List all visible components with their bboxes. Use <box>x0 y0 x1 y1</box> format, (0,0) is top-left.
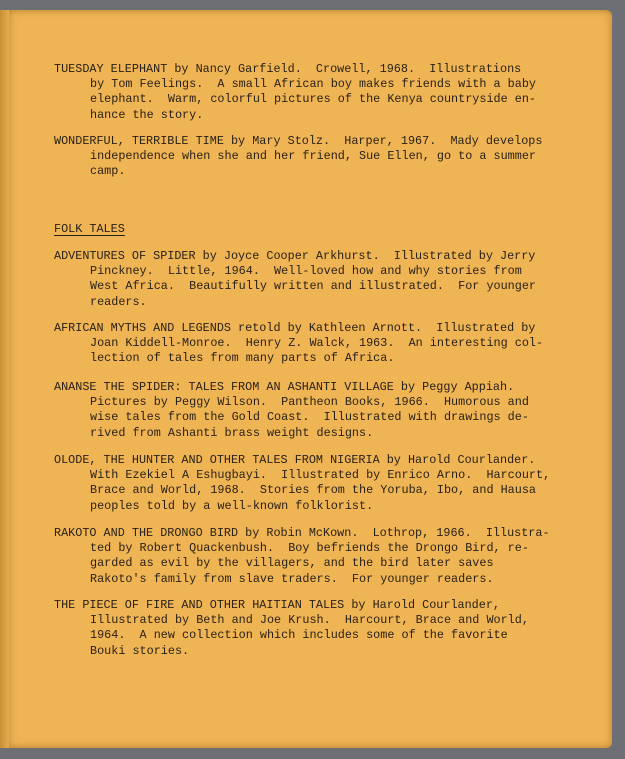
entry-first-line: ANANSE THE SPIDER: TALES FROM AN ASHANTI VILLAGE by Peggy Appiah. <box>54 380 515 394</box>
entry-continuation-line: lection of tales from many parts of Africa. <box>90 351 395 366</box>
entry-first-line: WONDERFUL, TERRIBLE TIME by Mary Stolz. Harper, 1967. Mady develops <box>54 134 543 148</box>
book-entry <box>54 526 574 587</box>
entry-first-line: ADVENTURES OF SPIDER by Joyce Cooper Arkhurst. Illustrated by Jerry <box>54 249 536 263</box>
entry-first-line: TUESDAY ELEPHANT by Nancy Garfield. Crowell, 1968. Illustrations <box>54 62 522 76</box>
entry-continuation-line: rived from Ashanti brass weight designs. <box>90 425 374 440</box>
entry-first-line: AFRICAN MYTHS AND LEGENDS retold by Kathleen Arnott. Illustrated by <box>54 321 536 335</box>
entry-continuation-line: Brace and World, 1968. Stories from the Yoruba, Ibo, and Hausa <box>90 483 536 498</box>
entry-continuation-line: Rakoto's family from slave traders. For younger readers. <box>90 571 494 586</box>
entry-continuation-line: Pictures by Peggy Wilson. Pantheon Books, 1966. Humorous and <box>90 395 529 410</box>
entry-continuation-line: camp. <box>90 164 126 179</box>
entry-continuation-line: Bouki stories. <box>90 643 190 658</box>
book-entry <box>54 321 574 367</box>
entry-continuation-line: readers. <box>90 294 147 309</box>
entry-continuation-line: elephant. Warm, colorful pictures of the Kenya countryside en- <box>90 92 536 107</box>
entry-first-line: RAKOTO AND THE DRONGO BIRD by Robin McKown. Lothrop, 1966. Illustra- <box>54 526 550 540</box>
book-entry <box>54 380 574 441</box>
book-entry <box>54 249 574 310</box>
book-entry <box>54 453 574 514</box>
book-entry <box>54 598 574 659</box>
entry-continuation-line: wise tales from the Gold Coast. Illustrated with drawings de- <box>90 410 529 425</box>
book-entry <box>54 134 574 180</box>
entry-continuation-line: Pinckney. Little, 1964. Well-loved how and why stories from <box>90 264 522 279</box>
entry-continuation-line: ted by Robert Quackenbush. Boy befriends the Drongo Bird, re- <box>90 541 529 556</box>
page-binding-edge <box>0 10 9 748</box>
entry-continuation-line: garded as evil by the villagers, and the bird later saves <box>90 556 494 571</box>
entry-continuation-line: Joan Kiddell-Monroe. Henry Z. Walck, 1963. An interesting col- <box>90 336 544 351</box>
entry-continuation-line: With Ezekiel A Eshugbayi. Illustrated by Enrico Arno. Harcourt, <box>90 468 551 483</box>
entry-continuation-line: independence when she and her friend, Sue Ellen, go to a summer <box>90 149 536 164</box>
entry-continuation-line: Illustrated by Beth and Joe Krush. Harcourt, Brace and World, <box>90 613 529 628</box>
entry-first-line: THE PIECE OF FIRE AND OTHER HAITIAN TALES by Harold Courlander, <box>54 598 500 612</box>
entry-continuation-line: hance the story. <box>90 107 204 122</box>
entry-continuation-line: 1964. A new collection which includes some of the favorite <box>90 628 508 643</box>
section-title: FOLK TALES <box>54 222 125 236</box>
entry-continuation-line: peoples told by a well-known folklorist. <box>90 498 374 513</box>
entry-continuation-line: by Tom Feelings. A small African boy makes friends with a baby <box>90 77 536 92</box>
entry-first-line: OLODE, THE HUNTER AND OTHER TALES FROM NIGERIA by Harold Courlander. <box>54 453 536 467</box>
book-entry <box>54 62 574 123</box>
entry-continuation-line: West Africa. Beautifully written and illustrated. For younger <box>90 279 536 294</box>
